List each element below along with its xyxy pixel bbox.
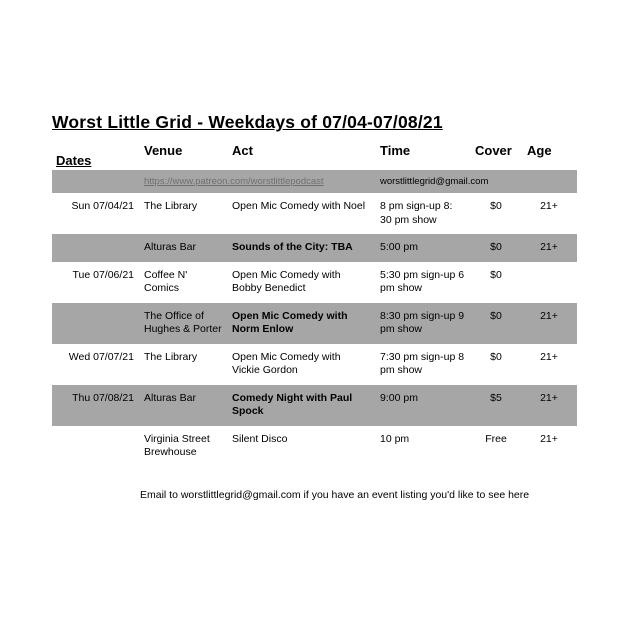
- row-time: 8 pm sign-up 8: 30 pm show: [380, 200, 453, 226]
- patreon-link-cell[interactable]: [140, 170, 376, 194]
- schedule-grid: [52, 140, 577, 467]
- row-cover: $0: [490, 200, 502, 212]
- row-time: 10 pm: [380, 432, 410, 445]
- row-cover: $5: [471, 385, 523, 426]
- page-title: Worst Little Grid - Weekdays of 07/04-07/08/21: [52, 112, 443, 132]
- table-row: [52, 262, 577, 303]
- row-age: 21+: [523, 234, 577, 262]
- row-time: 9:00 pm: [376, 385, 471, 426]
- row-time: 5:00 pm: [376, 234, 471, 262]
- row-time: 5:30 pm sign-up 6 pm show: [380, 268, 465, 294]
- footnote: Email to worstlittlegrid@gmail.com if you have an event listing you'd like to see here: [140, 489, 530, 501]
- table-row: [52, 303, 577, 344]
- column-header-time: Time: [376, 140, 471, 170]
- column-header-age: Age: [523, 140, 577, 170]
- row-age: 21+: [540, 350, 558, 363]
- column-header-cover: Cover: [471, 140, 523, 170]
- row-act: Sounds of the City: TBA: [228, 234, 376, 262]
- row-age: 21+: [540, 200, 558, 212]
- column-header-act: Act: [228, 140, 376, 170]
- row-venue: Alturas Bar: [140, 234, 228, 262]
- column-header-dates: Dates: [52, 140, 140, 170]
- row-cover: $0: [471, 234, 523, 262]
- row-dates: Tue 07/06/21: [72, 268, 134, 281]
- contact-email-cell: [376, 170, 577, 194]
- row-dates: Wed 07/07/21: [68, 350, 134, 363]
- row-venue: The Library: [144, 350, 198, 363]
- row-venue: Coffee N' Comics: [144, 268, 188, 294]
- contact-email: worstlittlegrid@gmail.com: [380, 175, 489, 187]
- row-dates: [52, 426, 140, 467]
- patreon-link[interactable]: https://www.patreon.com/worstlittlepodcast: [144, 175, 324, 187]
- row-cover: Free: [485, 432, 507, 445]
- row-cover: $0: [471, 303, 523, 344]
- row-age: 21+: [523, 385, 577, 426]
- row-dates: Thu 07/08/21: [52, 385, 140, 426]
- links-row-dates-spacer: [52, 170, 140, 194]
- row-dates: Sun 07/04/21: [71, 200, 134, 212]
- row-act: Silent Disco: [232, 432, 288, 445]
- row-cover: $0: [490, 350, 502, 363]
- table-header-row: [52, 140, 577, 170]
- row-act: Open Mic Comedy with Noel: [232, 200, 366, 212]
- table-row: [52, 193, 577, 234]
- column-header-venue: Venue: [140, 140, 228, 170]
- row-dates: [52, 303, 140, 344]
- row-age: [523, 262, 577, 303]
- row-dates: [52, 234, 140, 262]
- schedule-table: [52, 140, 577, 467]
- table-row: [52, 344, 577, 385]
- row-venue: The Office of Hughes & Porter: [140, 303, 228, 344]
- row-venue: Virginia Street Brewhouse: [144, 432, 210, 458]
- row-age: 21+: [540, 432, 558, 445]
- table-row: [52, 426, 577, 467]
- row-act: Comedy Night with Paul Spock: [228, 385, 376, 426]
- row-age: 21+: [523, 303, 577, 344]
- table-row: [52, 385, 577, 426]
- row-cover: $0: [490, 268, 502, 281]
- row-act: Open Mic Comedy with Bobby Benedict: [232, 268, 341, 294]
- row-act: Open Mic Comedy with Norm Enlow: [228, 303, 376, 344]
- row-venue: Alturas Bar: [140, 385, 228, 426]
- table-row: [52, 234, 577, 262]
- row-time: 8:30 pm sign-up 9 pm show: [376, 303, 471, 344]
- row-time: 7:30 pm sign-up 8 pm show: [380, 350, 465, 376]
- row-venue: The Library: [144, 200, 198, 212]
- links-row: [52, 170, 577, 194]
- row-act: Open Mic Comedy with Vickie Gordon: [232, 350, 341, 376]
